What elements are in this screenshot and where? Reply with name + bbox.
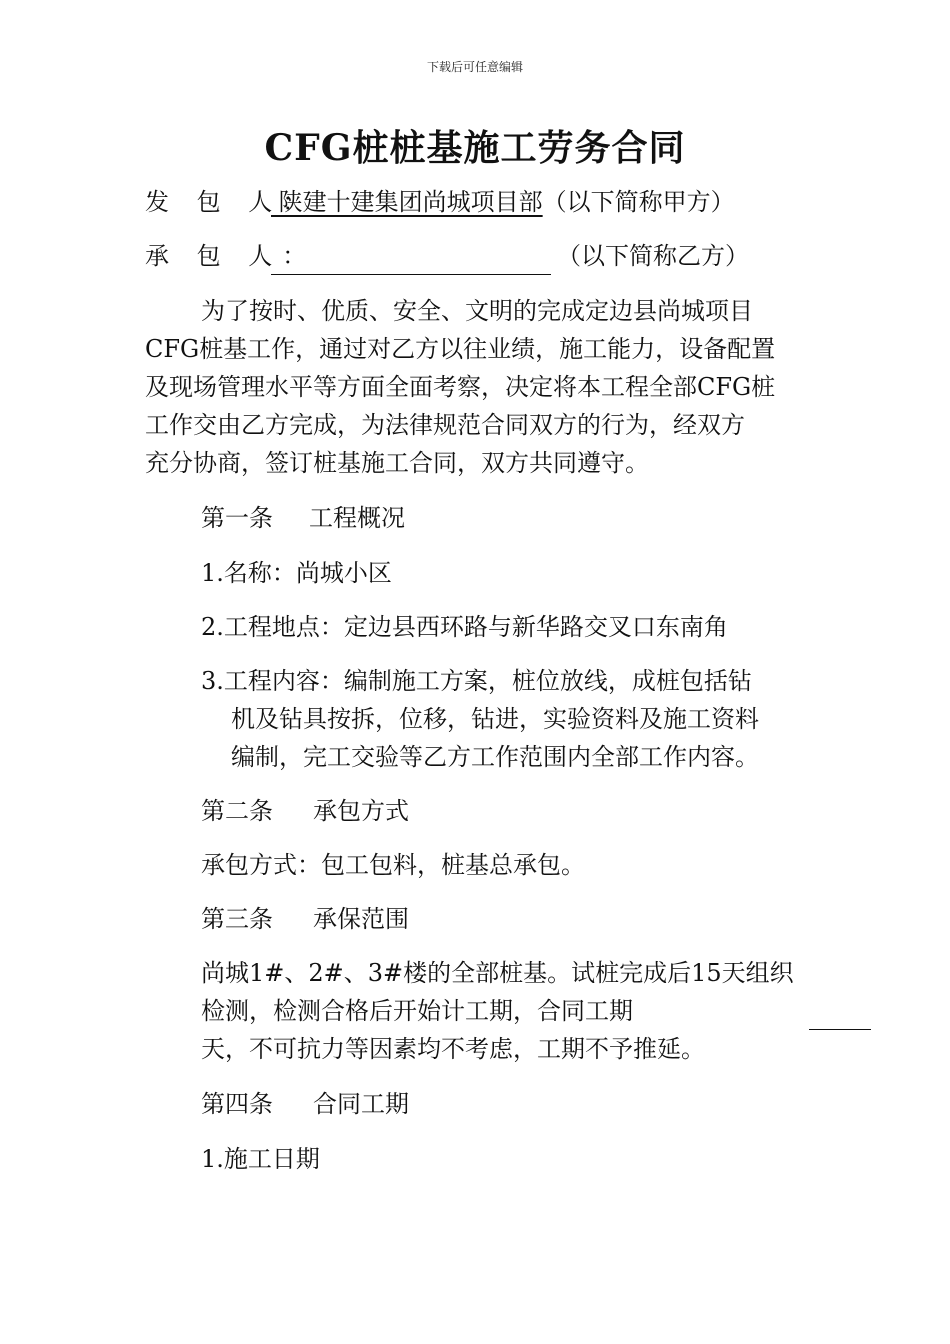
contract-title: CFG桩桩基施工劳务合同 — [264, 127, 686, 169]
intro-line: 工作交由乙方完成，为法律规范合同双方的行为，经双方 — [145, 411, 745, 439]
article1-item: 3.工程内容：编制施工方案，桩位放线，成桩包括钻 — [201, 667, 752, 695]
article3-body-line: 尚城1#、2#、3#楼的全部桩基。试桩完成后15天组织 — [201, 959, 794, 987]
article3-body-line — [201, 993, 871, 1030]
article4-heading — [201, 1086, 409, 1123]
contractor-line — [145, 238, 749, 275]
article3-period-text: 检测，检测合格后开始计工期，合同工期 — [201, 997, 633, 1025]
article3-heading — [201, 901, 409, 938]
article1-title: 工程概况 — [309, 504, 405, 532]
intro-line: 充分协商，签订桩基施工合同，双方共同遵守。 — [145, 449, 649, 477]
contractor-blank — [271, 248, 551, 275]
article3-body-line: 天，不可抗力等因素均不考虑，工期不予推延。 — [201, 1035, 705, 1063]
article2-number: 第二条 — [201, 797, 273, 825]
article2-title: 承包方式 — [313, 797, 409, 825]
header-note: 下载后可任意编辑 — [426, 60, 523, 74]
period-blank — [809, 1007, 871, 1030]
article2-heading — [201, 793, 409, 830]
contractor-label: 承 包 人： — [145, 242, 317, 270]
intro-line: CFG桩基工作，通过对乙方以往业绩，施工能力，设备配置 — [145, 335, 776, 363]
intro-line: 为了按时、优质、安全、文明的完成定边县尚城项目 — [201, 297, 753, 325]
article2-body: 承包方式：包工包料，桩基总承包。 — [201, 851, 585, 879]
employer-line — [145, 184, 735, 221]
article1-item-cont: 机及钻具按拆，位移，钻进，实验资料及施工资料 — [231, 705, 759, 733]
article4-number: 第四条 — [201, 1090, 273, 1118]
article3-title: 承保范围 — [313, 905, 409, 933]
employer-label: 发 包 人： — [145, 188, 317, 216]
intro-paragraph — [145, 292, 810, 482]
contractor-suffix: （以下简称乙方） — [557, 242, 749, 270]
employer-suffix: （以下简称甲方） — [542, 188, 735, 216]
intro-line: 及现场管理水平等方面全面考察，决定将本工程全部CFG桩 — [145, 373, 776, 401]
article1-heading — [201, 500, 405, 537]
article4-title: 合同工期 — [313, 1090, 409, 1118]
article4-item: 1.施工日期 — [201, 1145, 320, 1173]
article1-item: 1.名称：尚城小区 — [201, 559, 392, 587]
article1-item-cont: 编制，完工交验等乙方工作范围内全部工作内容。 — [231, 743, 759, 771]
article3-number: 第三条 — [201, 905, 273, 933]
article1-number: 第一条 — [201, 504, 273, 532]
employer-name: 陕建十建集团尚城项目部 — [271, 188, 543, 216]
article1-item: 2.工程地点：定边县西环路与新华路交叉口东南角 — [201, 613, 728, 641]
